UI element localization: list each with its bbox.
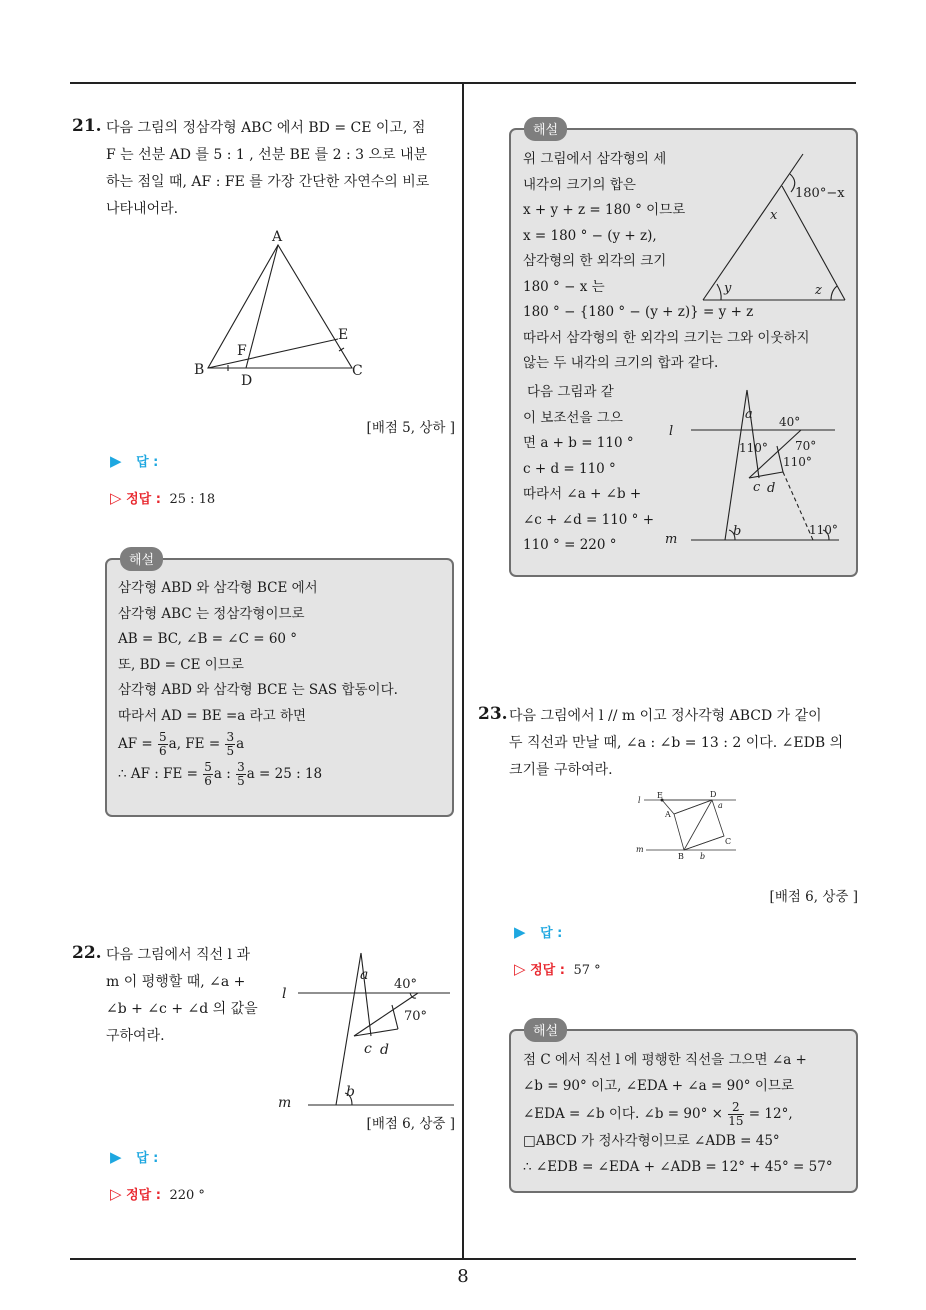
solution-box-23 <box>509 1024 858 1193</box>
fraction: $\frac{5}{6}$ <box>159 730 167 758</box>
correct-answer-22: ▷ 정답 : 220 ° <box>110 1185 205 1203</box>
bottom-rule <box>70 1258 856 1260</box>
label-d: D <box>241 373 253 385</box>
play-triangle-icon: ▶ <box>514 923 526 941</box>
solution-tag: 해설 <box>524 1018 567 1042</box>
solution-text: 삼각형 ABD 와 삼각형 BCE 에서 삼각형 ABC 는 정삼각형이므로 AB = BC, ∠B = ∠C = 60 ° 또, BD = CE 이므로 삼각형 ABD 와 삼각형 BCE 는 SAS 합동이다. 따라서 AD = BE =a 라고 하면 AF = $\frac{5}{6}$ a, FE = $\frac{3}{5}$ a ∴ AF : FE = $\frac{5}{6}$ a : $\frac{3}{5}$ a = 25 : 18 <box>118 580 398 788</box>
label-m: m <box>278 1095 292 1110</box>
question-text: 다음 그림에서 l // m 이고 정사각형 ABCD 가 같이 두 직선과 만날 때, ∠a : ∠b = 13 : 2 이다. ∠EDB 의 크기를 구하여라. <box>509 708 844 778</box>
sq-label-angle-b: b <box>700 852 706 861</box>
label-x: x <box>770 208 778 223</box>
sq-label-d: D <box>710 790 717 799</box>
sq-label-a: A <box>665 810 671 819</box>
label-a: A <box>272 229 283 245</box>
auxiliary-line-figure <box>661 388 849 548</box>
aux-label-b: b <box>733 524 742 539</box>
solution-text: 점 C 에서 직선 l 에 평행한 직선을 그으면 ∠a + ∠b = 90° 이고, ∠EDA + ∠a = 90° 이므로 ∠EDA = ∠b 이다. ∠b = 90° × $\frac{2}{15}$ = 12°, □ABCD 가 정사각형이므로 ∠ADB = 45° ∴ ∠EDB = ∠EDA + ∠ADB = 12° + 45° = 57° <box>523 1052 833 1175</box>
label-d: d <box>380 1042 389 1058</box>
correct-answer-21: ▷ 정답 : 25 : 18 <box>110 489 216 507</box>
solution-text-middle: 180 ° − {180 ° − (y + z)} = y + z 따라서 삼각형의 한 외각의 크기는 그와 이웃하지 않는 두 내각의 크기의 합과 같다. <box>523 304 810 371</box>
fraction: $\frac{3}{5}$ <box>237 760 245 788</box>
solution-text-bottom: 다음 그림과 같 이 보조선을 그으 면 a + b = 110 ° c + d = 110 ° 따라서 ∠a + ∠b + ∠c + ∠d = 110 ° + 110 ° = 220 ° <box>523 384 655 553</box>
solution-box-22 <box>509 123 858 577</box>
label-l: l <box>282 986 287 1002</box>
label-f: F <box>237 343 247 359</box>
label-70: 70° <box>404 1009 428 1024</box>
aux-label-110a: 110° <box>739 441 768 455</box>
triangle-abc <box>208 245 352 368</box>
answer-row-23[interactable]: ▶ 답 : <box>514 923 563 941</box>
solution-text-top: 위 그림에서 삼각형의 세 내각의 크기의 합은 x + y + z = 180 ° 이므로 x = 180 ° − (y + z), 삼각형의 한 외각의 크기 180 ° − x 는 <box>523 151 686 295</box>
answer-row-21[interactable]: ▶ 답 : <box>110 452 159 470</box>
segment-ad <box>246 245 278 368</box>
triangle-abc-figure <box>190 225 380 385</box>
square-abcd <box>674 800 724 850</box>
question-number: 22. <box>72 943 102 963</box>
play-triangle-icon: ▶ <box>110 452 122 470</box>
fraction: $\frac{2}{15}$ <box>728 1100 744 1128</box>
label-ext: 180°−x <box>795 186 845 201</box>
aux-label-l: l <box>669 424 674 439</box>
outline-triangle-icon: ▷ <box>110 489 122 507</box>
play-triangle-icon: ▶ <box>110 1148 122 1166</box>
exterior-angle-figure <box>697 152 849 304</box>
label-40: 40° <box>394 977 418 992</box>
question-number: 21. <box>72 116 102 136</box>
column-divider <box>462 82 464 1259</box>
solution-tag: 해설 <box>120 547 163 571</box>
sq-label-c: C <box>725 837 732 846</box>
label-b: B <box>194 362 205 378</box>
answer-row-22[interactable]: ▶ 답 : <box>110 1148 159 1166</box>
sq-label-angle-a: a <box>718 801 723 810</box>
aux-label-c: c <box>753 480 761 495</box>
solution-box-21 <box>105 553 454 817</box>
square-figure <box>632 788 744 864</box>
aux-label-m: m <box>665 532 678 547</box>
fraction: $\frac{3}{5}$ <box>226 730 235 758</box>
score-21: [배점 5, 상하 ] <box>366 420 455 436</box>
outline-triangle-icon: ▷ <box>110 1185 122 1203</box>
parallel-lines-figure <box>276 945 456 1110</box>
label-y: y <box>724 281 732 296</box>
label-c: c <box>364 1041 372 1057</box>
question-number: 23. <box>478 704 508 724</box>
fraction: $\frac{5}{6}$ <box>204 760 212 788</box>
aux-label-d: d <box>767 481 776 496</box>
aux-label-110b: 110° <box>783 455 812 469</box>
label-c: C <box>352 363 363 379</box>
label-b: b <box>346 1084 355 1100</box>
score-22: [배점 6, 상중 ] <box>366 1116 455 1132</box>
aux-label-40: 40° <box>779 415 801 429</box>
sq-label-m: m <box>636 845 644 854</box>
aux-label-110c: 110° <box>809 523 838 537</box>
sq-label-e: E <box>657 791 663 800</box>
score-23: [배점 6, 상중 ] <box>769 889 858 905</box>
sq-label-l: l <box>638 796 641 805</box>
outline-triangle-icon: ▷ <box>514 960 526 978</box>
segment-be <box>208 339 338 368</box>
solution-tag: 해설 <box>524 117 567 141</box>
label-z: z <box>815 283 822 298</box>
label-e: E <box>338 327 349 343</box>
sq-label-b: B <box>678 852 684 861</box>
page-number: 8 <box>457 1266 469 1287</box>
question-text: 다음 그림의 정삼각형 ABC 에서 BD = CE 이고, 점 F 는 선분 AD 를 5 : 1 , 선분 BE 를 2 : 3 으로 내분 하는 점일 때, AF : FE 를 가장 간단한 자연수의 비로 나타내어라. <box>106 120 430 217</box>
aux-label-a: a <box>745 407 753 422</box>
question-text: 다음 그림에서 직선 l 과 m 이 평행할 때, ∠a + ∠b + ∠c + ∠d 의 값을 구하여라. <box>106 947 258 1044</box>
label-a: a <box>360 967 369 983</box>
aux-label-70: 70° <box>795 439 817 453</box>
correct-answer-23: ▷ 정답 : 57 ° <box>514 960 601 978</box>
